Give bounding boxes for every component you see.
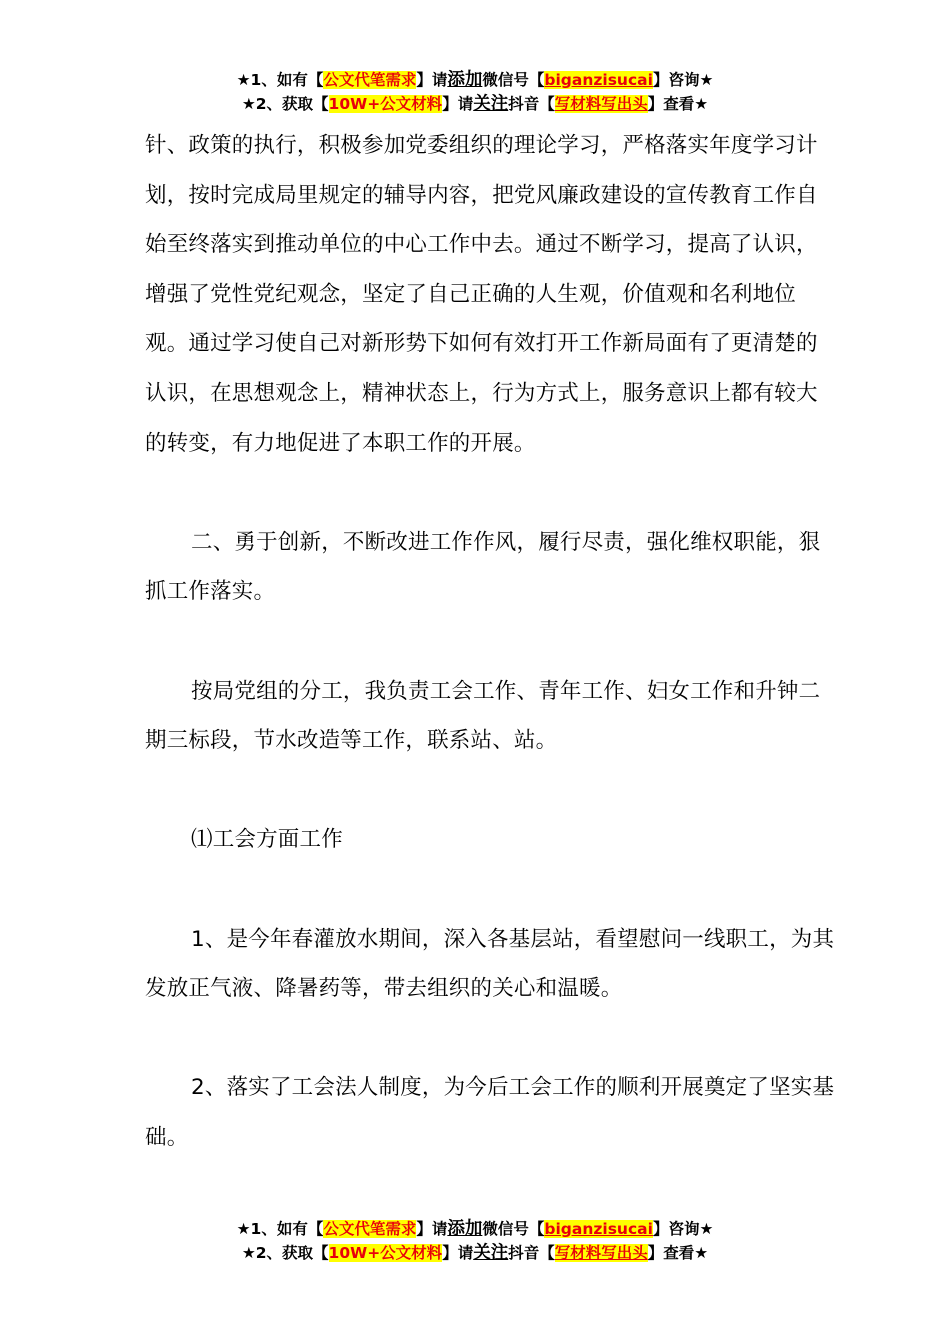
document-body (145, 121, 835, 1162)
emphasis-word: 添加 (447, 1219, 483, 1239)
paragraph-gap (145, 468, 835, 518)
banner-line-2 (0, 92, 950, 116)
banner-line-1 (0, 68, 950, 92)
banner-text: 抖音【 (508, 95, 555, 113)
banner-text: 微信号【 (482, 71, 545, 89)
douyin-account-link[interactable]: 写材料写出头 (554, 95, 648, 113)
wechat-id-link[interactable]: biganzisucai (544, 1220, 653, 1238)
paragraph-duties: 按局党组的分工，我负责工会工作、青年工作、妇女工作和升钟二期三标段，节水改造等工作，联系站、站。 (145, 678, 821, 754)
banner-line-1 (0, 1217, 950, 1241)
paragraph-gap (145, 865, 835, 915)
banner-text: ★1、如有【 (236, 71, 324, 89)
footer-banner (0, 1217, 950, 1265)
emphasis-word: 添加 (447, 70, 483, 90)
paragraph-gap (145, 766, 835, 816)
emphasis-word: 关注 (473, 1243, 509, 1263)
banner-text: 】咨询★ (652, 1220, 714, 1238)
section-heading-two: 二、勇于创新，不断改进工作作风，履行尽责，强化维权职能，狠抓工作落实。 (145, 529, 821, 605)
banner-text: 】请 (442, 95, 474, 113)
douyin-account-link[interactable]: 写材料写出头 (554, 1244, 648, 1262)
list-item-2: 2、落实了工会法人制度，为今后工会工作的顺利开展奠定了坚实基础。 (145, 1075, 835, 1150)
header-banner (0, 68, 950, 116)
highlight-materials: 10W+公文材料 (328, 95, 443, 113)
banner-text: ★1、如有【 (236, 1220, 324, 1238)
highlight-materials: 10W+公文材料 (328, 1244, 443, 1262)
banner-text: 微信号【 (482, 1220, 545, 1238)
paragraph-gap (145, 617, 835, 667)
banner-text: 】请 (416, 71, 448, 89)
highlight-service: 公文代笔需求 (323, 71, 417, 89)
subsection-heading-union: ⑴工会方面工作 (191, 827, 343, 853)
paragraph-study: 针、政策的执行，积极参加党委组织的理论学习，严格落实年度学习计划，按时完成局里规定的辅导内容，把党风廉政建设的宣传教育工作自始至终落实到推动单位的中心工作中去。通过不断学习，提高了认识，增强了党性党纪观念，坚定了自己正确的人生观，价值观和名利地位观。通过学习使自己对新形势下如何有效打开工作新局面有了更清楚的认识，在思想观念上，精神状态上，行为方式上，服务意识上都有较大的转变，有力地促进了本职工作的开展。 (145, 133, 818, 456)
highlight-service: 公文代笔需求 (323, 1220, 417, 1238)
emphasis-word: 关注 (473, 94, 509, 114)
banner-text: 】咨询★ (652, 71, 714, 89)
banner-line-2 (0, 1241, 950, 1265)
banner-text: ★2、获取【 (241, 95, 329, 113)
banner-text: 】查看★ (647, 1244, 709, 1262)
banner-text: 】查看★ (647, 95, 709, 113)
banner-text: 抖音【 (508, 1244, 555, 1262)
banner-text: ★2、获取【 (241, 1244, 329, 1262)
wechat-id-link[interactable]: biganzisucai (544, 71, 653, 89)
list-item-1: 1、是今年春灌放水期间，深入各基层站，看望慰问一线职工，为其发放正气液、降暑药等，带去组织的关心和温暖。 (145, 926, 835, 1002)
banner-text: 】请 (442, 1244, 474, 1262)
paragraph-gap (145, 1014, 835, 1064)
banner-text: 】请 (416, 1220, 448, 1238)
